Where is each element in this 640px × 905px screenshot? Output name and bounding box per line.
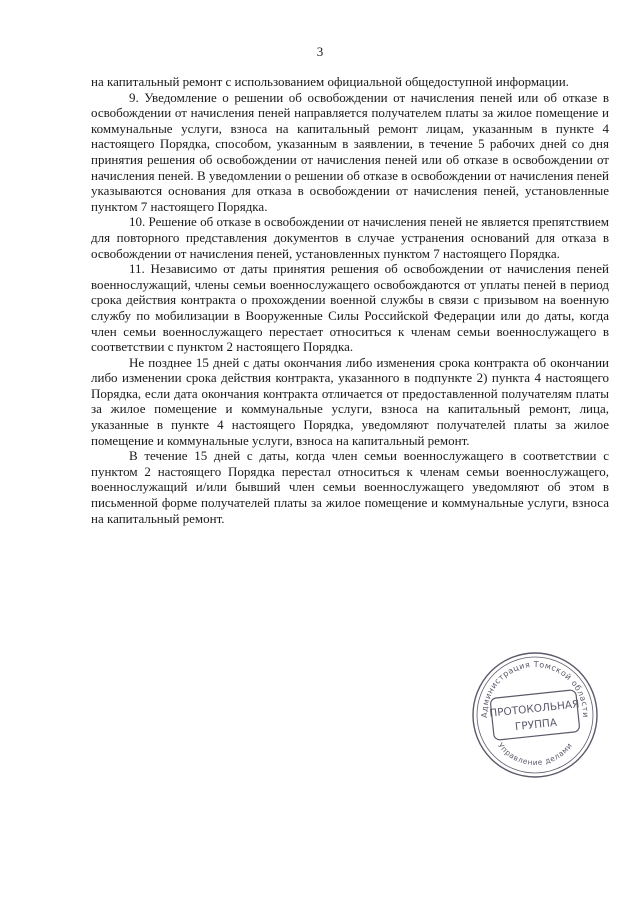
stamp-inner-line1: ПРОТОКОЛЬНАЯ (488, 698, 580, 720)
stamp-bottom-text: Управление делами (496, 740, 574, 768)
protocol-group-stamp (470, 650, 600, 780)
paragraph-item-10: 10. Решение об отказе в освобождении от начисления пеней не является препятствием для повторного представления документов в случае устранения оснований для отказа в освобождении от начисления пеней, установленных пунктом 7 настоящего Порядка. (91, 214, 609, 261)
paragraph-contract-notice: Не позднее 15 дней с даты окончания либо изменения срока контракта об окончании либо изменении срока действия контракта, указанного в подпункте 2) пункта 4 настоящего Порядка, если дата окончания контракта отличается от предоставленной получателям платы за жилое помещение и коммунальные услуги, взноса на капитальный ремонт, лица, указанные в пункте 4 настоящего Порядка, уведомляют получателей платы за жилое помещение и коммунальные услуги, взноса на капитальный ремонт. (91, 354, 609, 448)
stamp-inner-line2: ГРУППА (514, 716, 558, 734)
paragraph-continuation: на капитальный ремонт с использованием официальной общедоступной информации. (91, 74, 569, 89)
paragraph-item-11: 11. Независимо от даты принятия решения об освобождении от начисления пеней военнослужащий, члены семьи военнослужащего освобождаются от уплаты пеней в период срока действия контракта о прохождении военной службы в связи с призывом на военную службу по мобилизации в Вооруженные Силы Российской Федерации или до даты, когда член семьи военнослужащего перестает относиться к членам семьи военнослужащего в соответствии с пунктом 2 настоящего Порядка. (91, 261, 609, 355)
paragraph-family-notice: В течение 15 дней с даты, когда член семьи военнослужащего в соответствии с пунктом 2 настоящего Порядка перестал относиться к членам семьи военнослужащего, военнослужащий и/или бывший член семьи военнослужащего уведомляют об этом в письменной форме получателей платы за жилое помещение и коммунальные услуги, взноса на капитальный ремонт. (91, 448, 609, 526)
document-body (91, 74, 609, 526)
page-number: 3 (316, 44, 324, 59)
stamp-top-text: Администрация Томской области (479, 659, 591, 718)
stamp-graphic (470, 650, 600, 780)
paragraph-item-9: 9. Уведомление о решении об освобождении от начисления пеней или об отказе в освобождении от начисления пеней направляется получателем платы за жилое помещение и коммунальные услуги, взноса на капитальный ремонт лицам, указанным в пункте 4 настоящего Порядка, способом, указанным в заявлении, в течение 5 рабочих дней со дня принятия решения об освобождении от начисления пеней или об отказе в освобождении от начисления пеней. В уведомлении о решении об отказе в освобождении от начисления пеней указываются основания для отказа в освобождении от начисления пеней, установленные пунктом 7 настоящего Порядка. (91, 89, 609, 214)
